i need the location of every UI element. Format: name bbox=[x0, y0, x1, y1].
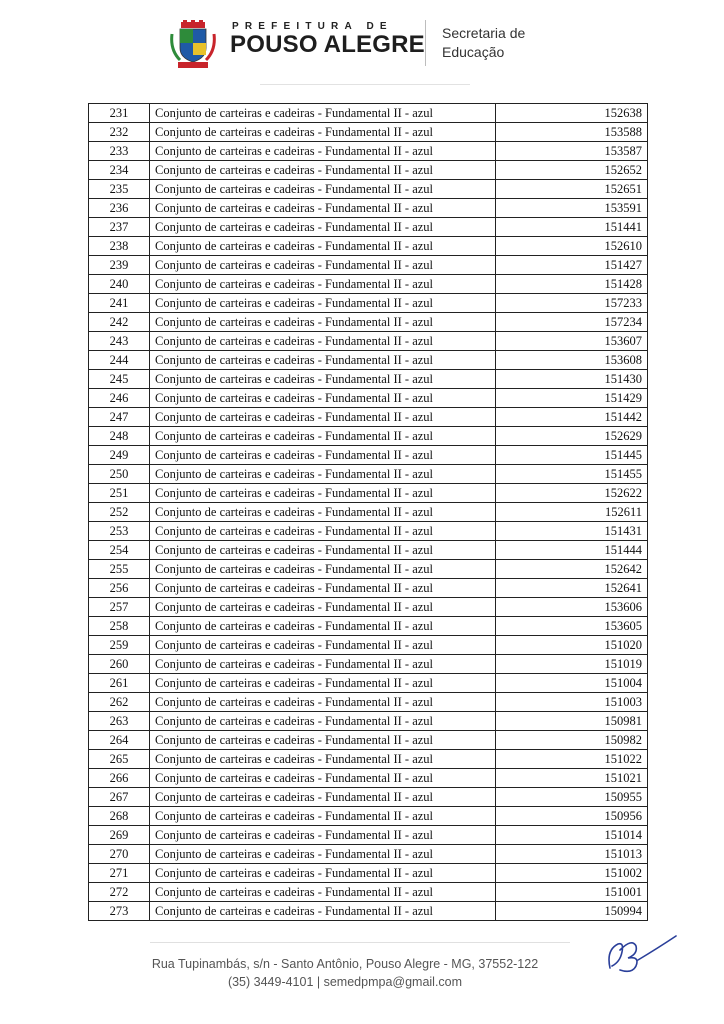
table-row bbox=[89, 237, 648, 256]
item-description: Conjunto de carteiras e cadeiras - Fundamental II - azul bbox=[150, 617, 496, 636]
item-number: 249 bbox=[89, 446, 150, 465]
item-number: 265 bbox=[89, 750, 150, 769]
table-row bbox=[89, 503, 648, 522]
item-patrimony-code: 150994 bbox=[496, 902, 648, 921]
item-description: Conjunto de carteiras e cadeiras - Fundamental II - azul bbox=[150, 636, 496, 655]
item-number: 263 bbox=[89, 712, 150, 731]
item-number: 241 bbox=[89, 294, 150, 313]
item-patrimony-code: 152641 bbox=[496, 579, 648, 598]
item-patrimony-code: 151427 bbox=[496, 256, 648, 275]
item-number: 236 bbox=[89, 199, 150, 218]
item-patrimony-code: 151430 bbox=[496, 370, 648, 389]
item-number: 247 bbox=[89, 408, 150, 427]
item-description: Conjunto de carteiras e cadeiras - Fundamental II - azul bbox=[150, 275, 496, 294]
item-description: Conjunto de carteiras e cadeiras - Fundamental II - azul bbox=[150, 693, 496, 712]
secretaria-title bbox=[442, 24, 525, 62]
table-row bbox=[89, 541, 648, 560]
item-patrimony-code: 151445 bbox=[496, 446, 648, 465]
item-patrimony-code: 157234 bbox=[496, 313, 648, 332]
item-number: 239 bbox=[89, 256, 150, 275]
item-number: 242 bbox=[89, 313, 150, 332]
item-number: 237 bbox=[89, 218, 150, 237]
table-row bbox=[89, 617, 648, 636]
table-row bbox=[89, 883, 648, 902]
item-patrimony-code: 153607 bbox=[496, 332, 648, 351]
item-description: Conjunto de carteiras e cadeiras - Fundamental II - azul bbox=[150, 674, 496, 693]
item-number: 235 bbox=[89, 180, 150, 199]
item-description: Conjunto de carteiras e cadeiras - Fundamental II - azul bbox=[150, 123, 496, 142]
item-description: Conjunto de carteiras e cadeiras - Fundamental II - azul bbox=[150, 750, 496, 769]
item-patrimony-code: 152622 bbox=[496, 484, 648, 503]
table-row bbox=[89, 560, 648, 579]
table-row bbox=[89, 731, 648, 750]
item-description: Conjunto de carteiras e cadeiras - Fundamental II - azul bbox=[150, 579, 496, 598]
item-description: Conjunto de carteiras e cadeiras - Fundamental II - azul bbox=[150, 218, 496, 237]
item-description: Conjunto de carteiras e cadeiras - Fundamental II - azul bbox=[150, 484, 496, 503]
item-number: 255 bbox=[89, 560, 150, 579]
item-description: Conjunto de carteiras e cadeiras - Fundamental II - azul bbox=[150, 313, 496, 332]
table-row bbox=[89, 788, 648, 807]
table-row bbox=[89, 389, 648, 408]
item-description: Conjunto de carteiras e cadeiras - Fundamental II - azul bbox=[150, 180, 496, 199]
table-row bbox=[89, 845, 648, 864]
table-row bbox=[89, 826, 648, 845]
item-patrimony-code: 151013 bbox=[496, 845, 648, 864]
item-number: 234 bbox=[89, 161, 150, 180]
item-description: Conjunto de carteiras e cadeiras - Fundamental II - azul bbox=[150, 465, 496, 484]
item-patrimony-code: 151442 bbox=[496, 408, 648, 427]
table-row bbox=[89, 807, 648, 826]
item-number: 267 bbox=[89, 788, 150, 807]
item-number: 270 bbox=[89, 845, 150, 864]
item-number: 264 bbox=[89, 731, 150, 750]
prefeitura-name: POUSO ALEGRE bbox=[230, 31, 425, 58]
item-description: Conjunto de carteiras e cadeiras - Fundamental II - azul bbox=[150, 389, 496, 408]
table-row bbox=[89, 864, 648, 883]
item-patrimony-code: 151429 bbox=[496, 389, 648, 408]
item-number: 273 bbox=[89, 902, 150, 921]
table-row bbox=[89, 427, 648, 446]
item-description: Conjunto de carteiras e cadeiras - Fundamental II - azul bbox=[150, 199, 496, 218]
item-patrimony-code: 151002 bbox=[496, 864, 648, 883]
item-number: 248 bbox=[89, 427, 150, 446]
table-row bbox=[89, 313, 648, 332]
item-description: Conjunto de carteiras e cadeiras - Fundamental II - azul bbox=[150, 788, 496, 807]
item-patrimony-code: 151019 bbox=[496, 655, 648, 674]
item-patrimony-code: 151021 bbox=[496, 769, 648, 788]
item-number: 238 bbox=[89, 237, 150, 256]
item-description: Conjunto de carteiras e cadeiras - Fundamental II - azul bbox=[150, 332, 496, 351]
item-patrimony-code: 151014 bbox=[496, 826, 648, 845]
item-patrimony-code: 153608 bbox=[496, 351, 648, 370]
item-description: Conjunto de carteiras e cadeiras - Fundamental II - azul bbox=[150, 427, 496, 446]
item-description: Conjunto de carteiras e cadeiras - Fundamental II - azul bbox=[150, 294, 496, 313]
item-number: 259 bbox=[89, 636, 150, 655]
table-row bbox=[89, 408, 648, 427]
item-number: 271 bbox=[89, 864, 150, 883]
table-row bbox=[89, 902, 648, 921]
item-number: 244 bbox=[89, 351, 150, 370]
item-patrimony-code: 151455 bbox=[496, 465, 648, 484]
coat-of-arms-icon bbox=[170, 20, 216, 70]
item-patrimony-code: 150981 bbox=[496, 712, 648, 731]
item-number: 268 bbox=[89, 807, 150, 826]
table-row bbox=[89, 351, 648, 370]
table-row bbox=[89, 769, 648, 788]
item-patrimony-code: 151431 bbox=[496, 522, 648, 541]
item-patrimony-code: 153587 bbox=[496, 142, 648, 161]
table-row bbox=[89, 446, 648, 465]
table-row bbox=[89, 294, 648, 313]
item-patrimony-code: 150955 bbox=[496, 788, 648, 807]
table-row bbox=[89, 370, 648, 389]
item-description: Conjunto de carteiras e cadeiras - Fundamental II - azul bbox=[150, 731, 496, 750]
secretaria-line-1: Secretaria de bbox=[442, 25, 526, 41]
item-number: 262 bbox=[89, 693, 150, 712]
item-description: Conjunto de carteiras e cadeiras - Fundamental II - azul bbox=[150, 237, 496, 256]
item-description: Conjunto de carteiras e cadeiras - Fundamental II - azul bbox=[150, 864, 496, 883]
item-description: Conjunto de carteiras e cadeiras - Fundamental II - azul bbox=[150, 503, 496, 522]
table-row bbox=[89, 104, 648, 123]
item-patrimony-code: 151428 bbox=[496, 275, 648, 294]
item-description: Conjunto de carteiras e cadeiras - Fundamental II - azul bbox=[150, 370, 496, 389]
item-patrimony-code: 152652 bbox=[496, 161, 648, 180]
item-patrimony-code: 151441 bbox=[496, 218, 648, 237]
item-number: 258 bbox=[89, 617, 150, 636]
item-patrimony-code: 153591 bbox=[496, 199, 648, 218]
item-number: 260 bbox=[89, 655, 150, 674]
table-row bbox=[89, 598, 648, 617]
table-row bbox=[89, 161, 648, 180]
footer-contact: (35) 3449-4101 | semedpmpa@gmail.com bbox=[227, 975, 463, 989]
item-number: 232 bbox=[89, 123, 150, 142]
item-patrimony-code: 151004 bbox=[496, 674, 648, 693]
item-number: 269 bbox=[89, 826, 150, 845]
header-divider bbox=[425, 20, 426, 66]
table-row bbox=[89, 275, 648, 294]
table-row bbox=[89, 180, 648, 199]
item-description: Conjunto de carteiras e cadeiras - Fundamental II - azul bbox=[150, 902, 496, 921]
secretaria-line-2: Educação bbox=[442, 44, 505, 60]
item-number: 252 bbox=[89, 503, 150, 522]
item-number: 256 bbox=[89, 579, 150, 598]
item-number: 261 bbox=[89, 674, 150, 693]
item-description: Conjunto de carteiras e cadeiras - Fundamental II - azul bbox=[150, 522, 496, 541]
item-number: 257 bbox=[89, 598, 150, 617]
item-patrimony-code: 152642 bbox=[496, 560, 648, 579]
item-number: 233 bbox=[89, 142, 150, 161]
inventory-table bbox=[88, 103, 648, 921]
item-number: 254 bbox=[89, 541, 150, 560]
table-row bbox=[89, 142, 648, 161]
item-number: 250 bbox=[89, 465, 150, 484]
table-row bbox=[89, 465, 648, 484]
table-row bbox=[89, 579, 648, 598]
footer-rule bbox=[150, 942, 570, 943]
item-patrimony-code: 151444 bbox=[496, 541, 648, 560]
item-patrimony-code: 153588 bbox=[496, 123, 648, 142]
table-row bbox=[89, 712, 648, 731]
item-number: 240 bbox=[89, 275, 150, 294]
item-patrimony-code: 152611 bbox=[496, 503, 648, 522]
table-row bbox=[89, 522, 648, 541]
footer-address: Rua Tupinambás, s/n - Santo Antônio, Pouso Alegre - MG, 37552-122 bbox=[151, 957, 539, 971]
item-description: Conjunto de carteiras e cadeiras - Fundamental II - azul bbox=[150, 104, 496, 123]
table-row bbox=[89, 332, 648, 351]
item-number: 272 bbox=[89, 883, 150, 902]
item-patrimony-code: 150982 bbox=[496, 731, 648, 750]
item-description: Conjunto de carteiras e cadeiras - Fundamental II - azul bbox=[150, 541, 496, 560]
item-description: Conjunto de carteiras e cadeiras - Fundamental II - azul bbox=[150, 845, 496, 864]
table-row bbox=[89, 218, 648, 237]
item-patrimony-code: 152638 bbox=[496, 104, 648, 123]
item-patrimony-code: 153606 bbox=[496, 598, 648, 617]
table-row bbox=[89, 484, 648, 503]
prefeitura-subtitle: PREFEITURA DE bbox=[232, 21, 393, 32]
table-row bbox=[89, 655, 648, 674]
letterhead bbox=[0, 0, 724, 90]
item-description: Conjunto de carteiras e cadeiras - Fundamental II - azul bbox=[150, 712, 496, 731]
item-number: 266 bbox=[89, 769, 150, 788]
table-row bbox=[89, 750, 648, 769]
item-patrimony-code: 150956 bbox=[496, 807, 648, 826]
handwritten-signature bbox=[602, 930, 682, 980]
item-description: Conjunto de carteiras e cadeiras - Fundamental II - azul bbox=[150, 598, 496, 617]
item-patrimony-code: 151020 bbox=[496, 636, 648, 655]
item-number: 251 bbox=[89, 484, 150, 503]
item-patrimony-code: 157233 bbox=[496, 294, 648, 313]
item-description: Conjunto de carteiras e cadeiras - Fundamental II - azul bbox=[150, 161, 496, 180]
table-row bbox=[89, 256, 648, 275]
item-patrimony-code: 151003 bbox=[496, 693, 648, 712]
item-patrimony-code: 153605 bbox=[496, 617, 648, 636]
table-row bbox=[89, 123, 648, 142]
item-description: Conjunto de carteiras e cadeiras - Fundamental II - azul bbox=[150, 408, 496, 427]
item-description: Conjunto de carteiras e cadeiras - Fundamental II - azul bbox=[150, 256, 496, 275]
item-number: 246 bbox=[89, 389, 150, 408]
item-description: Conjunto de carteiras e cadeiras - Fundamental II - azul bbox=[150, 446, 496, 465]
item-description: Conjunto de carteiras e cadeiras - Fundamental II - azul bbox=[150, 883, 496, 902]
item-patrimony-code: 151001 bbox=[496, 883, 648, 902]
item-number: 231 bbox=[89, 104, 150, 123]
item-patrimony-code: 152651 bbox=[496, 180, 648, 199]
header-rule bbox=[260, 84, 470, 85]
item-description: Conjunto de carteiras e cadeiras - Fundamental II - azul bbox=[150, 655, 496, 674]
item-number: 253 bbox=[89, 522, 150, 541]
item-description: Conjunto de carteiras e cadeiras - Fundamental II - azul bbox=[150, 826, 496, 845]
item-description: Conjunto de carteiras e cadeiras - Fundamental II - azul bbox=[150, 769, 496, 788]
item-number: 243 bbox=[89, 332, 150, 351]
item-patrimony-code: 152610 bbox=[496, 237, 648, 256]
table-row bbox=[89, 636, 648, 655]
item-description: Conjunto de carteiras e cadeiras - Fundamental II - azul bbox=[150, 560, 496, 579]
item-patrimony-code: 152629 bbox=[496, 427, 648, 446]
table-row bbox=[89, 693, 648, 712]
item-number: 245 bbox=[89, 370, 150, 389]
table-row bbox=[89, 674, 648, 693]
item-patrimony-code: 151022 bbox=[496, 750, 648, 769]
item-description: Conjunto de carteiras e cadeiras - Fundamental II - azul bbox=[150, 142, 496, 161]
item-description: Conjunto de carteiras e cadeiras - Fundamental II - azul bbox=[150, 807, 496, 826]
item-description: Conjunto de carteiras e cadeiras - Fundamental II - azul bbox=[150, 351, 496, 370]
table-row bbox=[89, 199, 648, 218]
